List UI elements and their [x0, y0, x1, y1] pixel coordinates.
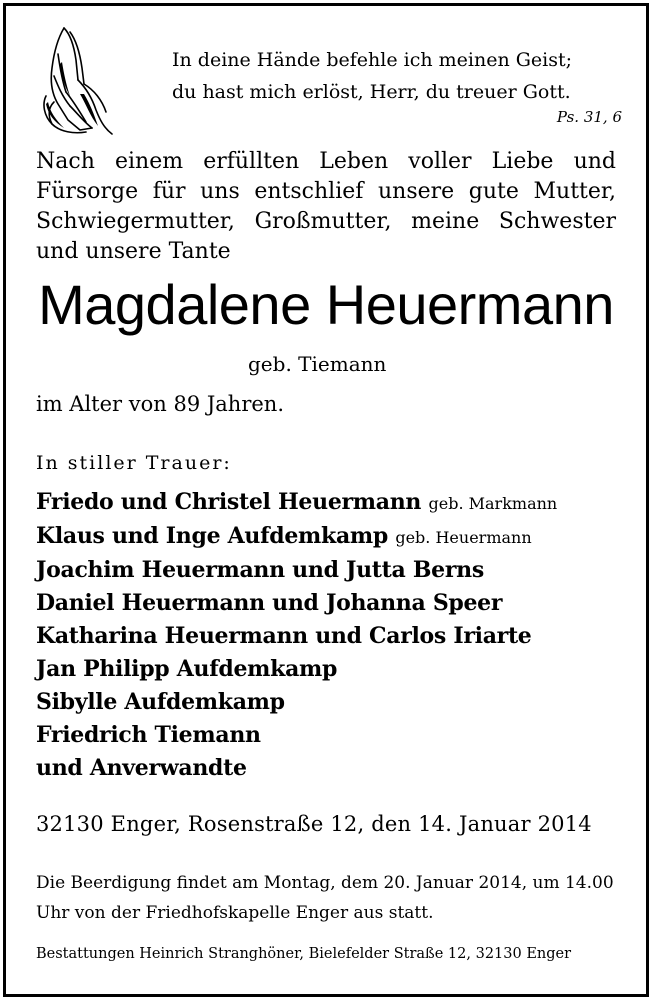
mourner-name: Friedrich Tiemann — [36, 722, 261, 748]
mourner-birth-name: geb. Heuermann — [395, 528, 532, 547]
deceased-name: Magdalene Heuermann — [38, 273, 614, 336]
mourner-row — [36, 752, 557, 785]
verse-line-1: In deine Hände befehle ich meinen Geist; — [172, 49, 573, 71]
birth-name: geb. Tiemann — [248, 352, 387, 376]
mourner-row — [36, 554, 557, 587]
verse-line-2: du hast mich erlöst, Herr, du treuer Gott. — [172, 81, 571, 103]
mourner-birth-name: geb. Markmann — [428, 494, 558, 513]
undertaker-line: Bestattungen Heinrich Stranghöner, Bielefelder Straße 12, 32130 Enger — [36, 946, 572, 962]
intro-text: Nach einem erfüllten Leben voller Liebe und Fürsorge für uns entschlief unsere gute Mutter, Schwiegermutter, Großmutter, meine Schwester und unsere Tante — [36, 149, 616, 264]
mourner-row — [36, 686, 557, 719]
mourner-row — [36, 620, 557, 653]
mourner-row — [36, 486, 557, 520]
praying-hands-icon — [34, 24, 130, 136]
mourner-name: Friedo und Christel Heuermann — [36, 489, 422, 515]
mourner-row — [36, 719, 557, 752]
address-line: 32130 Enger, Rosenstraße 12, den 14. Januar 2014 — [36, 812, 592, 836]
verse-reference: Ps. 31, 6 — [556, 108, 622, 126]
mourner-name: Katharina Heuermann und Carlos Iriarte — [36, 623, 532, 649]
mourner-name: Joachim Heuermann und Jutta Berns — [36, 557, 484, 583]
mourner-name: Sibylle Aufdemkamp — [36, 689, 285, 715]
mourner-row — [36, 520, 557, 554]
mourner-row — [36, 653, 557, 686]
mourner-name: Jan Philipp Aufdemkamp — [36, 656, 338, 682]
mourner-name: Daniel Heuermann und Johanna Speer — [36, 590, 503, 616]
mourner-name: Klaus und Inge Aufdemkamp — [36, 523, 388, 549]
mourners-list — [36, 486, 557, 785]
mourner-row — [36, 587, 557, 620]
funeral-details: Die Beerdigung findet am Montag, dem 20. Januar 2014, um 14.00 Uhr von der Friedhofskapelle Enger aus statt. — [36, 873, 614, 923]
age-text: im Alter von 89 Jahren. — [36, 392, 285, 416]
mourner-name: und Anverwandte — [36, 755, 247, 781]
mourning-label: In stiller Trauer: — [36, 452, 232, 474]
